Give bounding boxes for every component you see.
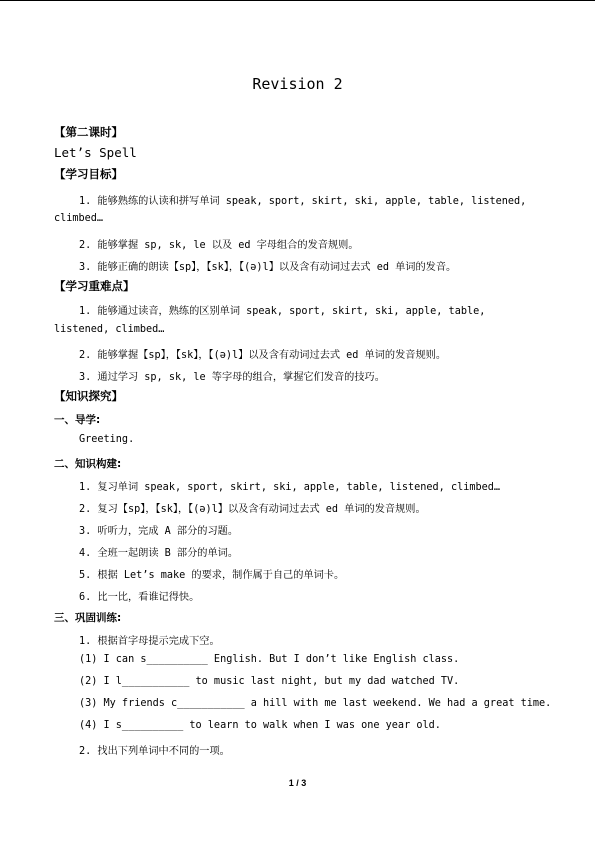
practice-intro: 1. 根据首字母提示完成下空。 [79, 636, 220, 647]
build-item: 4. 全班一起朗读 B 部分的单词。 [79, 548, 239, 559]
practice-item: (1) I can s__________ English. But I don’t like English class. [79, 654, 460, 665]
page-number: 1 / 3 [288, 778, 307, 788]
goal-item: 3. 能够正确的朗读【sp】，【sk】，【(ə)l】以及含有动词过去式 ed 单词的发音。 [79, 262, 457, 273]
document-title: Revision 2 [252, 75, 343, 93]
build-item: 6. 比一比，看谁记得快。 [79, 592, 200, 603]
build-item: 5. 根据 Let’s make 的要求，制作属于自己的单词卡。 [79, 570, 345, 581]
explore-heading: 【知识探究】 [54, 389, 123, 403]
guide-heading: 一、导学: [54, 414, 101, 426]
build-item: 3. 听听力，完成 A 部分的习题。 [79, 526, 239, 537]
goal-item: 1. 能够熟练的认读和拼写单词 speak, sport, skirt, ski, apple, table, listened, [79, 196, 527, 207]
practice-item: (3) My friends c___________ a hill with me last weekend. We had a great time. [79, 698, 552, 709]
keypoint-item: 2. 能够掌握【sp】，【sk】，【(ə)l】以及含有动词过去式 ed 单词的发音规则。 [79, 350, 447, 361]
practice-heading: 三、巩固训练: [54, 612, 122, 624]
keypoint-item: 3. 通过学习 sp, sk, le 等字母的组合，掌握它们发音的技巧。 [79, 372, 385, 383]
keypoints-heading: 【学习重难点】 [54, 279, 135, 293]
keypoint-item: 1. 能够通过读音，熟练的区别单词 speak, sport, skirt, ski, apple, table, [79, 306, 486, 317]
goal-item-continuation: climbed… [54, 213, 104, 224]
guide-text: Greeting. [79, 434, 135, 445]
lesson-heading: 【第二课时】 [54, 125, 123, 139]
practice-item: (2) I l___________ to music last night, but my dad watched TV. [79, 676, 460, 687]
goal-item: 2. 能够掌握 sp, sk, le 以及 ed 字母组合的发音规则。 [79, 240, 359, 251]
build-item: 2. 复习【sp】，【sk】，【(ə)l】以及含有动词过去式 ed 单词的发音规则。 [79, 504, 426, 515]
top-border-line [0, 0, 595, 1]
practice-item: (4) I s__________ to learn to walk when I was one year old. [79, 720, 441, 731]
goals-heading: 【学习目标】 [54, 167, 123, 181]
build-heading: 二、知识构建: [54, 458, 122, 470]
build-item: 1. 复习单词 speak, sport, skirt, ski, apple, table, listened, climbed… [79, 482, 501, 493]
keypoint-item-continuation: listened, climbed… [54, 324, 165, 335]
spell-heading: Let’s Spell [54, 145, 137, 160]
practice-item: 2. 找出下列单词中不同的一项。 [79, 746, 230, 757]
